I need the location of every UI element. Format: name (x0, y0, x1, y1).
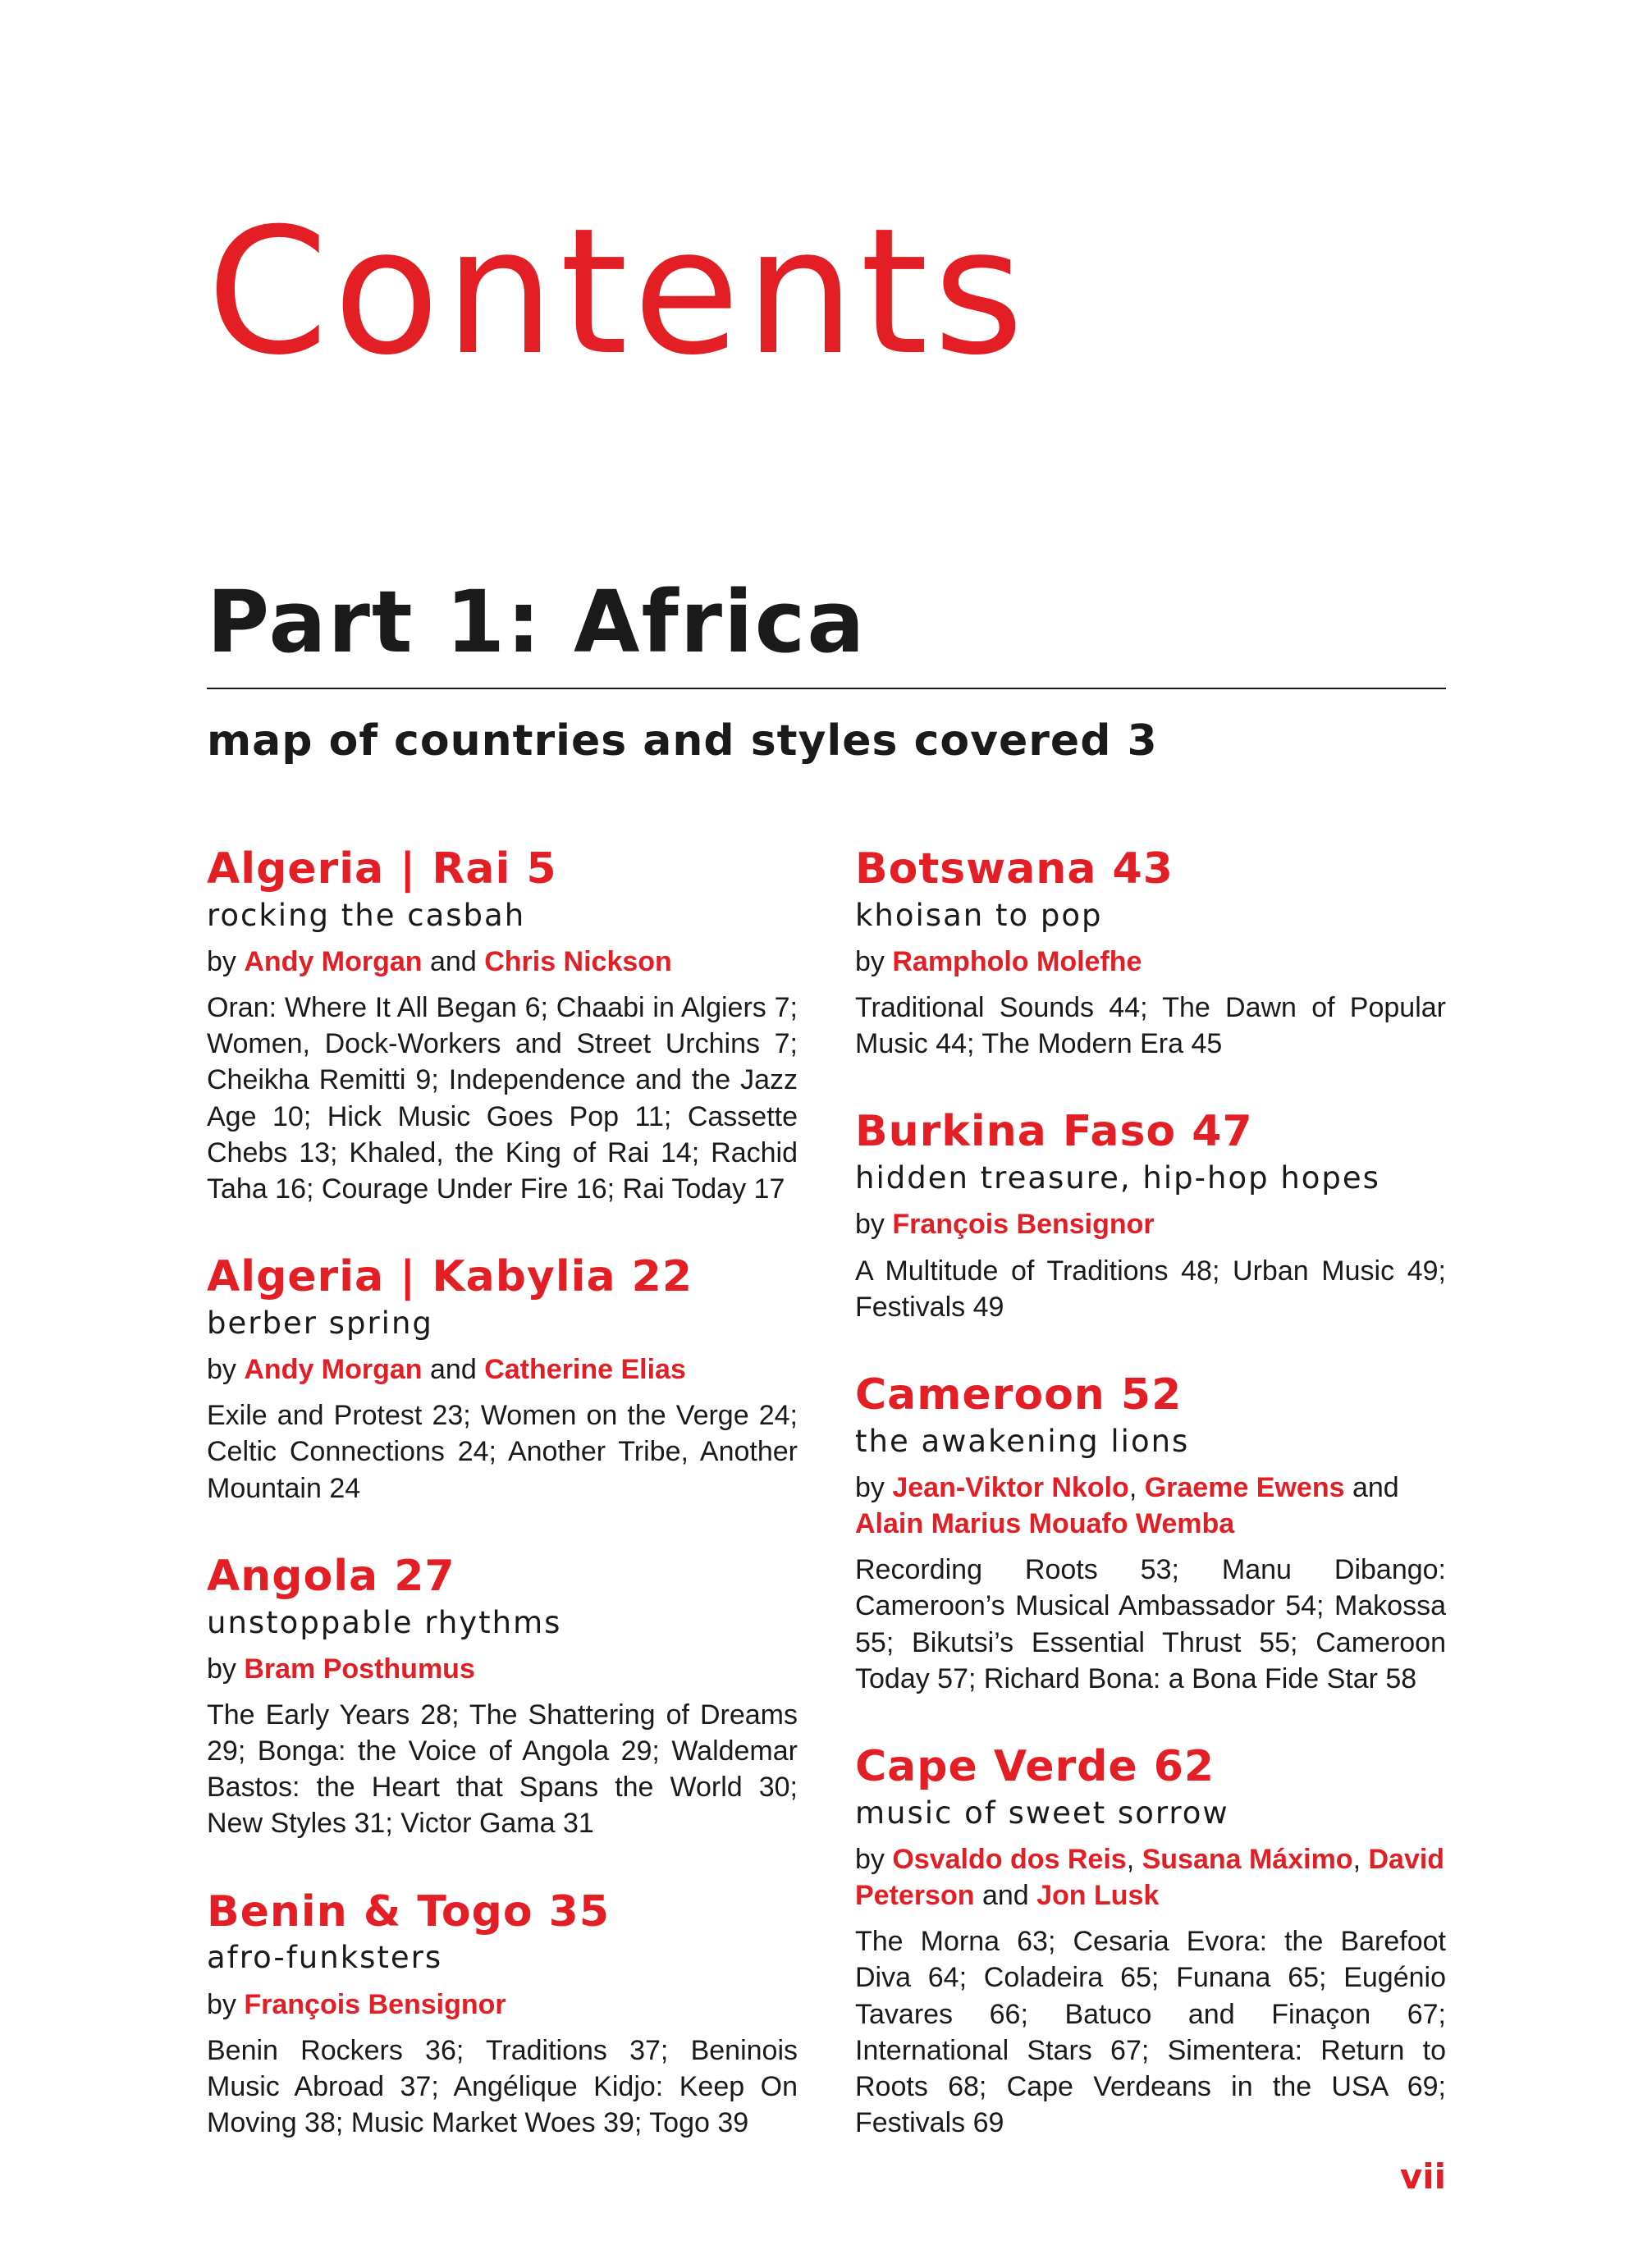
chapter-subtitle: afro-funksters (207, 1940, 443, 1976)
author-name: Jon Lusk (1036, 1880, 1160, 1911)
byline-text: and (974, 1880, 1037, 1911)
map-entry: map of countries and styles covered 3 (207, 716, 1158, 766)
byline-text: , (1128, 1471, 1145, 1503)
byline-text: and (1344, 1471, 1399, 1503)
left-column (207, 845, 798, 2187)
chapter-byline (855, 1841, 1446, 1914)
byline-text: by (855, 1843, 893, 1875)
byline-text: by (207, 945, 245, 977)
contents-entry (855, 1743, 1446, 2141)
byline-text: , (1126, 1843, 1142, 1875)
byline-text: by (207, 1653, 245, 1685)
contents-entry (207, 1253, 798, 1507)
author-name: Jean-Viktor Nkolo (892, 1471, 1129, 1503)
chapter-byline (207, 1651, 798, 1687)
author-name: Rampholo Molefhe (892, 945, 1142, 977)
byline-text: and (422, 1354, 485, 1386)
chapter-byline (207, 1351, 798, 1388)
author-name: François Bensignor (892, 1209, 1155, 1241)
chapter-sections: Exile and Protest 23; Women on the Verge 24; Celtic Connections 24; Another Tribe, Another Mountain 24 (207, 1400, 798, 1504)
byline-text: by (207, 1354, 245, 1386)
chapter-sections: The Early Years 28; The Shattering of Dreams 29; Bonga: the Voice of Angola 29; Waldemar Bastos: the Heart that Spans the World 30; New Styles 31; Victor Gama 31 (207, 1699, 798, 1840)
contents-entry (207, 1552, 798, 1842)
contents-entry (207, 1888, 798, 2142)
chapter-byline (207, 1987, 798, 2023)
author-name: David Peterson (855, 1843, 1445, 1911)
chapter-title: Angola 27 (207, 1551, 455, 1601)
byline-text: by (855, 945, 893, 977)
page-number: vii (1399, 2156, 1446, 2197)
chapter-subtitle: music of sweet sorrow (855, 1795, 1229, 1831)
author-name: François Bensignor (244, 1988, 506, 2020)
chapter-subtitle: berber spring (207, 1305, 433, 1341)
contents-entry (855, 1371, 1446, 1697)
chapter-sections: Benin Rockers 36; Traditions 37; Beninois Music Abroad 37; Angélique Kidjo: Keep On Moving 38; Music Market Woes 39; Togo 39 (207, 2034, 798, 2139)
author-name: Susana Máximo (1142, 1843, 1353, 1875)
contents-entry (207, 845, 798, 1207)
part-heading: Part 1: Africa (207, 572, 867, 672)
chapter-subtitle: unstoppable rhythms (207, 1604, 562, 1640)
chapter-sections: The Morna 63; Cesaria Evora: the Barefoot Diva 64; Coladeira 65; Funana 65; Eugénio Tavares 66; Batuco and Finaçon 67; International Stars 67; Simentera: Return to Roots 68; Cape Verdeans in the USA 69; Festivals 69 (855, 1926, 1446, 2139)
chapter-subtitle: hidden treasure, hip-hop hopes (855, 1160, 1380, 1196)
author-name: Andy Morgan (244, 945, 423, 977)
chapter-sections: Recording Roots 53; Manu Dibango: Cameroon’s Musical Ambassador 54; Makossa 55; Bikutsi’s Essential Thrust 55; Cameroon Today 57; Richard Bona: a Bona Fide Star 58 (855, 1554, 1446, 1694)
author-name: Bram Posthumus (244, 1653, 475, 1685)
heading-rule (207, 688, 1446, 689)
author-name: Osvaldo dos Reis (892, 1843, 1127, 1875)
chapter-sections: Oran: Where It All Began 6; Chaabi in Algiers 7; Women, Dock-Workers and Street Urchins 7; Cheikha Remitti 9; Independence and the Jazz Age 10; Hick Music Goes Pop 11; Cassette Chebs 13; Khaled, the King of Rai 14; Rachid Taha 16; Courage Under Fire 16; Rai Today 17 (207, 992, 798, 1205)
chapter-byline (855, 1206, 1446, 1242)
chapter-byline (855, 944, 1446, 980)
chapter-title: Cape Verde 62 (855, 1741, 1215, 1791)
chapter-title: Burkina Faso 47 (855, 1107, 1253, 1157)
byline-text: and (422, 945, 485, 977)
author-name: Chris Nickson (484, 945, 672, 977)
right-column (855, 845, 1446, 2187)
chapter-sections: Traditional Sounds 44; The Dawn of Popular Music 44; The Modern Era 45 (855, 992, 1446, 1060)
chapter-title: Cameroon 52 (855, 1369, 1183, 1420)
chapter-title: Benin & Togo 35 (207, 1886, 611, 1936)
author-name: Graeme Ewens (1144, 1471, 1345, 1503)
chapter-byline (855, 1470, 1446, 1542)
chapter-subtitle: khoisan to pop (855, 897, 1103, 933)
contents-entry (855, 845, 1446, 1062)
byline-text: by (207, 1988, 245, 2020)
chapter-byline (207, 944, 798, 980)
byline-text: by (855, 1209, 893, 1241)
chapter-subtitle: rocking the casbah (207, 897, 526, 933)
chapter-title: Botswana 43 (855, 844, 1174, 894)
chapter-title: Algeria | Rai 5 (207, 844, 557, 894)
chapter-subtitle: the awakening lions (855, 1423, 1190, 1459)
author-name: Andy Morgan (244, 1354, 423, 1386)
chapter-sections: A Multitude of Traditions 48; Urban Music 49; Festivals 49 (855, 1255, 1446, 1323)
author-name: Alain Marius Mouafo Wemba (855, 1507, 1235, 1539)
author-name: Catherine Elias (484, 1354, 686, 1386)
byline-text: by (855, 1471, 893, 1503)
contents-entry (855, 1108, 1446, 1324)
byline-text: , (1352, 1843, 1369, 1875)
chapter-title: Algeria | Kabylia 22 (207, 1252, 693, 1302)
page-title: Contents (207, 190, 1029, 393)
